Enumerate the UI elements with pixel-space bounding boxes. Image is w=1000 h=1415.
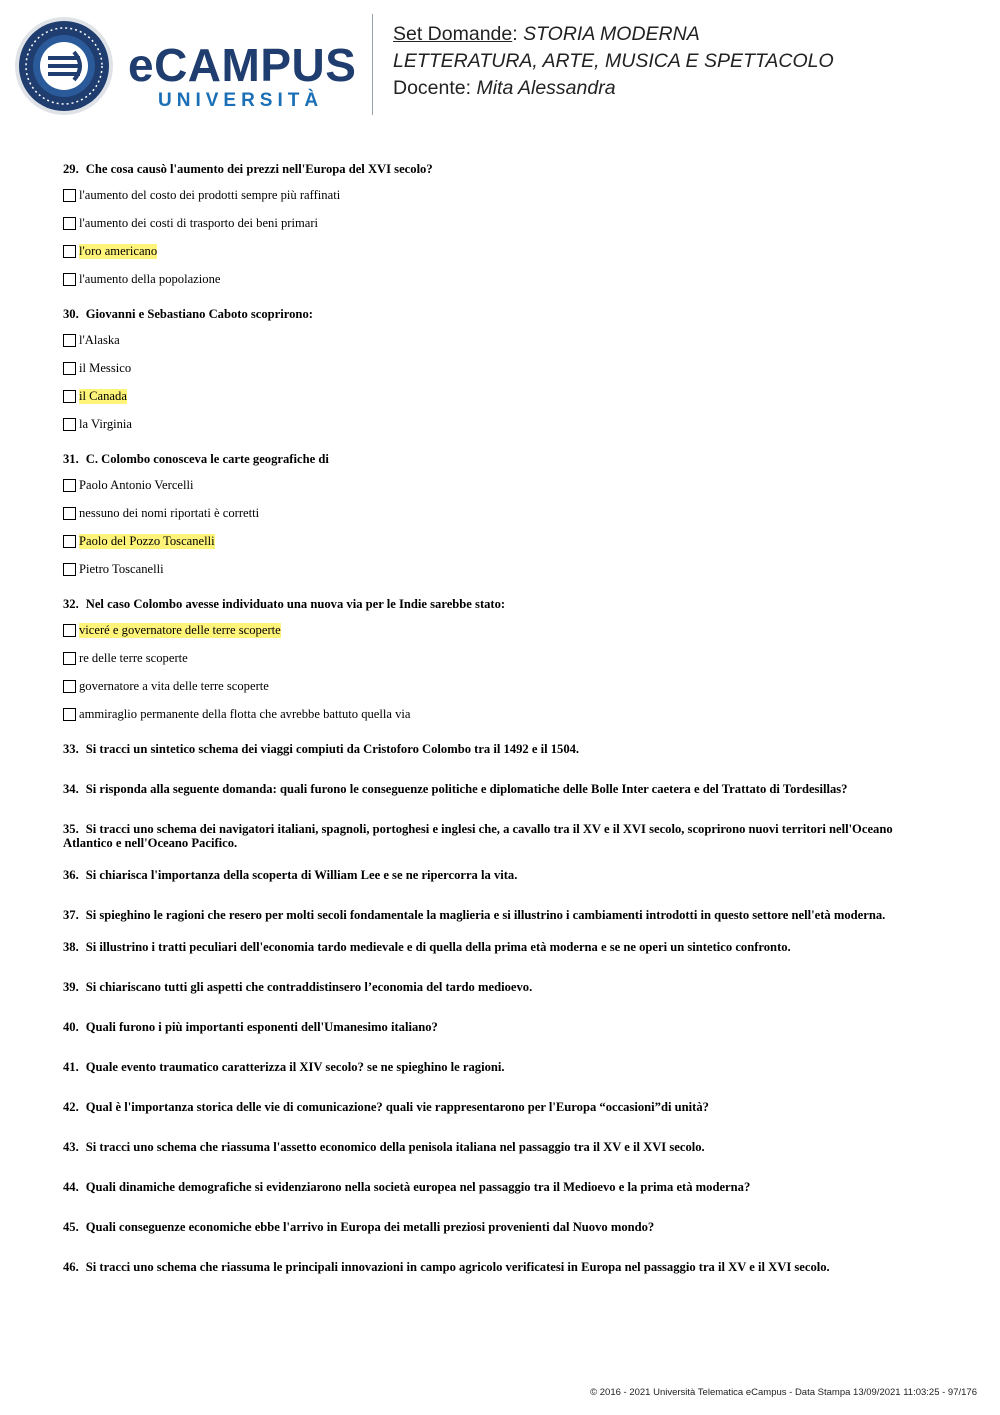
- question-text: [63, 1020, 943, 1034]
- header-divider: [372, 14, 373, 115]
- question-text: [63, 1260, 943, 1274]
- answer-option-label: re delle terre scoperte: [79, 650, 188, 665]
- question-label: Si tracci un sintetico schema dei viaggi compiuti da Cristoforo Colombo tra il 1492 e il 1504.: [85, 742, 580, 756]
- answer-option[interactable]: [63, 616, 943, 644]
- question-block: [63, 742, 943, 782]
- subject-line2: LETTERATURA, ARTE, MUSICA E SPETTACOLO: [393, 50, 834, 72]
- question-label: Si illustrino i tratti peculiari dell'economia tardo medievale e di quella della prima età moderna e se ne operi un sintetico confronto.: [85, 940, 791, 954]
- docente-label: Docente:: [393, 77, 477, 99]
- question-block: [63, 1220, 943, 1260]
- question-number: 39.: [63, 980, 79, 994]
- logo-subtext: UNIVERSITÀ: [158, 90, 324, 111]
- question-text: [63, 1220, 943, 1234]
- answer-option-label: la Virginia: [79, 416, 132, 431]
- set-line: [393, 21, 834, 48]
- docente-line: [393, 75, 834, 102]
- question-block: [63, 307, 943, 452]
- ecampus-logo-emblem-icon: [14, 16, 114, 116]
- question-label: Quali furono i più importanti esponenti dell'Umanesimo italiano?: [85, 1020, 438, 1034]
- answer-option-label: Pietro Toscanelli: [79, 561, 164, 576]
- header-info: [393, 21, 834, 102]
- checkbox[interactable]: [63, 217, 76, 230]
- answer-option[interactable]: [63, 354, 943, 382]
- checkbox[interactable]: [63, 334, 76, 347]
- question-label: Si tracci uno schema che riassuma l'assetto economico della penisola italiana nel passaggio tra il XV e il XVI secolo.: [85, 1140, 705, 1154]
- question-number: 30.: [63, 307, 79, 321]
- question-block: [63, 908, 943, 940]
- answer-option[interactable]: [63, 471, 943, 499]
- question-text: [63, 782, 943, 796]
- answer-option-label: l'Alaska: [79, 332, 120, 347]
- answer-option-label: nessuno dei nomi riportati è corretti: [79, 505, 260, 520]
- question-number: 40.: [63, 1020, 79, 1034]
- question-block: [63, 782, 943, 822]
- set-label: Set Domande: [393, 23, 513, 45]
- question-label: Si chiariscano tutti gli aspetti che contraddistinsero l’economia del tardo medioevo.: [85, 980, 533, 994]
- subject-line: [393, 48, 834, 75]
- checkbox[interactable]: [63, 535, 76, 548]
- checkbox[interactable]: [63, 418, 76, 431]
- question-label: Si spieghino le ragioni che resero per molti secoli fondamentale la maglieria e si illustrino i cambiamenti introdotti in questo settore nell'età moderna.: [85, 908, 886, 922]
- question-block: [63, 1060, 943, 1100]
- set-colon: :: [512, 23, 524, 45]
- checkbox[interactable]: [63, 708, 76, 721]
- answer-option[interactable]: [63, 644, 943, 672]
- question-label: Qual è l'importanza storica delle vie di comunicazione? quali vie rappresentarono per l'Europa “occasioni”di unità?: [85, 1100, 709, 1114]
- question-label: Si tracci uno schema che riassuma le principali innovazioni in campo agricolo verificatesi in Europa nel passaggio tra il XV e il XVI secolo.: [85, 1260, 830, 1274]
- question-label: Si chiarisca l'importanza della scoperta di William Lee e se ne ripercorra la vita.: [85, 868, 518, 882]
- question-block: [63, 1140, 943, 1180]
- question-label: Si risponda alla seguente domanda: quali furono le conseguenze politiche e diplomatiche delle Bolle Inter caetera e del Trattato di Tordesillas?: [85, 782, 848, 796]
- answer-option[interactable]: [63, 672, 943, 700]
- ecampus-logo-wordmark: [128, 39, 357, 112]
- question-text: [63, 1140, 943, 1154]
- question-number: 43.: [63, 1140, 79, 1154]
- answer-option[interactable]: [63, 555, 943, 583]
- question-number: 34.: [63, 782, 79, 796]
- question-label: Quali conseguenze economiche ebbe l'arrivo in Europa dei metalli preziosi provenienti dal Nuovo mondo?: [85, 1220, 655, 1234]
- checkbox[interactable]: [63, 189, 76, 202]
- question-text: [63, 742, 943, 756]
- checkbox[interactable]: [63, 273, 76, 286]
- question-label: Si tracci uno schema dei navigatori italiani, spagnoli, portoghesi e inglesi che, a cavallo tra il XV e il XVI secolo, scoprirono nuovi territori nell'Oceano Atlantico e nell'Oceano Pacifico.: [63, 822, 893, 850]
- answer-option-label: governatore a vita delle terre scoperte: [79, 678, 269, 693]
- question-number: 42.: [63, 1100, 79, 1114]
- question-text: [63, 162, 943, 176]
- question-text: [63, 597, 943, 611]
- question-text: [63, 980, 943, 994]
- question-block: [63, 980, 943, 1020]
- answer-option-label: viceré e governatore delle terre scoperte: [79, 622, 281, 637]
- answer-option-label: il Messico: [79, 360, 132, 375]
- checkbox[interactable]: [63, 680, 76, 693]
- question-text: [63, 1100, 943, 1114]
- checkbox[interactable]: [63, 563, 76, 576]
- answer-option-label: l'aumento della popolazione: [79, 271, 221, 286]
- answer-option-label: ammiraglio permanente della flotta che avrebbe battuto quella via: [79, 706, 411, 721]
- question-block: [63, 822, 943, 868]
- question-text: [63, 307, 943, 321]
- answer-option-label: Paolo Antonio Vercelli: [79, 477, 194, 492]
- question-text: [63, 868, 943, 882]
- answer-option[interactable]: [63, 326, 943, 354]
- question-number: 29.: [63, 162, 79, 176]
- answer-option[interactable]: [63, 410, 943, 438]
- question-list: [63, 162, 943, 1300]
- checkbox[interactable]: [63, 624, 76, 637]
- question-number: 38.: [63, 940, 79, 954]
- docente-name: Mita Alessandra: [476, 77, 616, 99]
- question-block: [63, 940, 943, 980]
- answer-option[interactable]: [63, 265, 943, 293]
- question-text: [63, 1060, 943, 1074]
- answer-option-label: l'aumento del costo dei prodotti sempre più raffinati: [79, 187, 341, 202]
- answer-option-label: l'oro americano: [79, 243, 158, 258]
- checkbox[interactable]: [63, 652, 76, 665]
- answer-option[interactable]: [63, 237, 943, 265]
- question-block: [63, 868, 943, 908]
- question-label: Nel caso Colombo avesse individuato una nuova via per le Indie sarebbe stato:: [85, 597, 506, 611]
- question-label: C. Colombo conosceva le carte geografiche di: [85, 452, 329, 466]
- question-block: [63, 452, 943, 597]
- question-block: [63, 1260, 943, 1300]
- checkbox[interactable]: [63, 245, 76, 258]
- question-block: [63, 162, 943, 307]
- answer-option[interactable]: [63, 499, 943, 527]
- question-number: 46.: [63, 1260, 79, 1274]
- question-number: 33.: [63, 742, 79, 756]
- question-label: Quale evento traumatico caratterizza il XIV secolo? se ne spieghino le ragioni.: [85, 1060, 505, 1074]
- question-block: [63, 597, 943, 742]
- question-number: 45.: [63, 1220, 79, 1234]
- checkbox[interactable]: [63, 479, 76, 492]
- question-text: [63, 940, 943, 954]
- answer-option[interactable]: [63, 209, 943, 237]
- question-text: [63, 908, 943, 922]
- answer-option[interactable]: [63, 700, 943, 728]
- question-number: 44.: [63, 1180, 79, 1194]
- question-label: Giovanni e Sebastiano Caboto scoprirono:: [85, 307, 313, 321]
- question-block: [63, 1100, 943, 1140]
- logo-text: eCAMPUS: [128, 39, 357, 91]
- question-text: [63, 452, 943, 466]
- question-number: 36.: [63, 868, 79, 882]
- answer-option[interactable]: [63, 382, 943, 410]
- question-block: [63, 1180, 943, 1220]
- page-footer: © 2016 - 2021 Università Telematica eCampus - Data Stampa 13/09/2021 11:03:25 - 97/176: [590, 1387, 977, 1398]
- question-number: 31.: [63, 452, 79, 466]
- checkbox[interactable]: [63, 507, 76, 520]
- answer-option-label: l'aumento dei costi di trasporto dei beni primari: [79, 215, 319, 230]
- answer-option[interactable]: [63, 527, 943, 555]
- question-block: [63, 1020, 943, 1060]
- checkbox[interactable]: [63, 362, 76, 375]
- question-text: [63, 822, 943, 850]
- question-number: 41.: [63, 1060, 79, 1074]
- question-text: [63, 1180, 943, 1194]
- answer-option[interactable]: [63, 181, 943, 209]
- question-number: 35.: [63, 822, 79, 836]
- answer-option-label: Paolo del Pozzo Toscanelli: [79, 533, 215, 548]
- question-number: 32.: [63, 597, 79, 611]
- checkbox[interactable]: [63, 390, 76, 403]
- question-number: 37.: [63, 908, 79, 922]
- answer-option-label: il Canada: [79, 388, 127, 403]
- subject-line1: STORIA MODERNA: [523, 23, 700, 45]
- page-header: [0, 0, 1000, 125]
- question-label: Che cosa causò l'aumento dei prezzi nell'Europa del XVI secolo?: [85, 162, 433, 176]
- question-label: Quali dinamiche demografiche si evidenziarono nella società europea nel passaggio tra il Medioevo e la prima età moderna?: [85, 1180, 751, 1194]
